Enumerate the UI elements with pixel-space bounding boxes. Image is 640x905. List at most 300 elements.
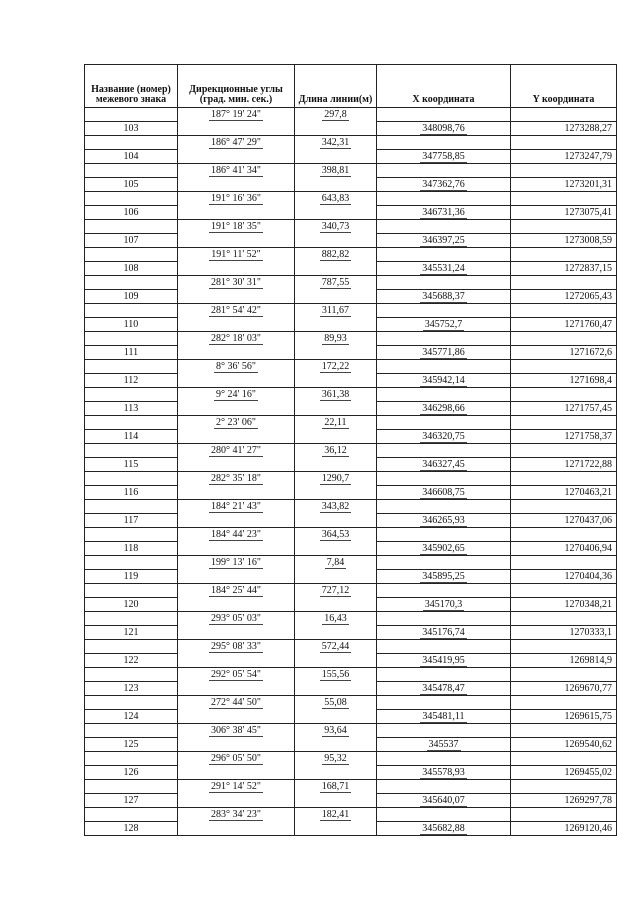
segment-name-cell xyxy=(85,528,178,542)
x-value: 347758,85 xyxy=(422,150,465,162)
length-value: 55,08 xyxy=(324,696,347,708)
point-x xyxy=(377,458,511,472)
point-length-cell xyxy=(295,122,377,136)
point-angle-cell xyxy=(178,150,295,164)
angle-value: 281° 54' 42" xyxy=(211,304,261,316)
point-name: 126 xyxy=(85,766,178,780)
point-x xyxy=(377,626,511,640)
point-x xyxy=(377,374,511,388)
segment-angle xyxy=(178,388,295,402)
point-row xyxy=(85,570,617,584)
point-x xyxy=(377,206,511,220)
segment-angle xyxy=(178,556,295,570)
segment-y-cell xyxy=(511,276,617,290)
point-name: 127 xyxy=(85,794,178,808)
segment-row xyxy=(85,332,617,346)
point-length-cell xyxy=(295,654,377,668)
point-row xyxy=(85,346,617,360)
angle-value: 184° 25' 44" xyxy=(211,584,261,596)
segment-angle xyxy=(178,808,295,822)
point-row xyxy=(85,234,617,248)
point-angle-cell xyxy=(178,178,295,192)
point-length-cell xyxy=(295,374,377,388)
point-y: 1273288,27 xyxy=(511,122,617,136)
point-angle-cell xyxy=(178,570,295,584)
table-header xyxy=(85,65,617,108)
segment-length xyxy=(295,584,377,598)
segment-y-cell xyxy=(511,360,617,374)
length-value: 22,11 xyxy=(324,416,347,428)
segment-x-cell xyxy=(377,640,511,654)
point-x xyxy=(377,542,511,556)
x-value: 345531,24 xyxy=(422,262,465,274)
point-y: 1270406,94 xyxy=(511,542,617,556)
header-length: Длина линии(м) xyxy=(295,65,377,108)
point-y: 1269540,62 xyxy=(511,738,617,752)
x-value: 345478,47 xyxy=(422,682,465,694)
segment-x-cell xyxy=(377,472,511,486)
length-value: 155,56 xyxy=(321,668,350,680)
angle-value: 8° 36' 56" xyxy=(216,360,256,372)
point-name: 109 xyxy=(85,290,178,304)
segment-y-cell xyxy=(511,528,617,542)
segment-y-cell xyxy=(511,108,617,122)
point-length-cell xyxy=(295,318,377,332)
segment-name-cell xyxy=(85,388,178,402)
point-name: 119 xyxy=(85,570,178,584)
length-value: 93,64 xyxy=(324,724,347,736)
segment-y-cell xyxy=(511,696,617,710)
length-value: 1290,7 xyxy=(321,472,350,484)
x-value: 346397,25 xyxy=(422,234,465,246)
point-name: 114 xyxy=(85,430,178,444)
point-x xyxy=(377,682,511,696)
point-y: 1271758,37 xyxy=(511,430,617,444)
point-row xyxy=(85,262,617,276)
point-x xyxy=(377,234,511,248)
segment-row xyxy=(85,584,617,598)
segment-y-cell xyxy=(511,472,617,486)
angle-value: 293° 05' 03" xyxy=(211,612,261,624)
point-row xyxy=(85,710,617,724)
segment-angle xyxy=(178,220,295,234)
point-row xyxy=(85,822,617,836)
point-row xyxy=(85,514,617,528)
segment-length xyxy=(295,248,377,262)
segment-x-cell xyxy=(377,668,511,682)
point-length-cell xyxy=(295,290,377,304)
segment-length xyxy=(295,108,377,122)
point-angle-cell xyxy=(178,290,295,304)
point-x xyxy=(377,822,511,836)
segment-x-cell xyxy=(377,416,511,430)
x-value: 346731,36 xyxy=(422,206,465,218)
length-value: 882,82 xyxy=(321,248,350,260)
header-y: Y координата xyxy=(511,65,617,108)
length-value: 36,12 xyxy=(324,444,347,456)
segment-y-cell xyxy=(511,640,617,654)
segment-row xyxy=(85,472,617,486)
segment-x-cell xyxy=(377,556,511,570)
point-row xyxy=(85,402,617,416)
point-angle-cell xyxy=(178,346,295,360)
point-angle-cell xyxy=(178,654,295,668)
point-name: 107 xyxy=(85,234,178,248)
point-y: 1270437,06 xyxy=(511,514,617,528)
angle-value: 283° 34' 23" xyxy=(211,808,261,820)
point-row xyxy=(85,542,617,556)
point-length-cell xyxy=(295,486,377,500)
point-length-cell xyxy=(295,710,377,724)
point-length-cell xyxy=(295,766,377,780)
segment-angle xyxy=(178,360,295,374)
segment-angle xyxy=(178,584,295,598)
length-value: 340,73 xyxy=(321,220,350,232)
segment-angle xyxy=(178,668,295,682)
length-value: 572,44 xyxy=(321,640,350,652)
segment-angle xyxy=(178,444,295,458)
point-name: 117 xyxy=(85,514,178,528)
point-y: 1273201,31 xyxy=(511,178,617,192)
x-value: 345419,95 xyxy=(422,654,465,666)
segment-y-cell xyxy=(511,584,617,598)
segment-row xyxy=(85,640,617,654)
x-value: 345170,3 xyxy=(424,598,463,610)
point-name: 103 xyxy=(85,122,178,136)
point-name: 123 xyxy=(85,682,178,696)
segment-length xyxy=(295,500,377,514)
point-row xyxy=(85,122,617,136)
angle-value: 186° 47' 29" xyxy=(211,136,261,148)
point-y: 1271722,88 xyxy=(511,458,617,472)
point-x xyxy=(377,570,511,584)
segment-row xyxy=(85,192,617,206)
point-angle-cell xyxy=(178,122,295,136)
segment-row xyxy=(85,304,617,318)
point-y: 1273247,79 xyxy=(511,150,617,164)
segment-x-cell xyxy=(377,108,511,122)
segment-angle xyxy=(178,136,295,150)
point-length-cell xyxy=(295,178,377,192)
point-x xyxy=(377,402,511,416)
length-value: 311,67 xyxy=(321,304,350,316)
segment-angle xyxy=(178,752,295,766)
point-length-cell xyxy=(295,262,377,276)
segment-y-cell xyxy=(511,136,617,150)
segment-x-cell xyxy=(377,696,511,710)
length-value: 643,83 xyxy=(321,192,350,204)
segment-row xyxy=(85,388,617,402)
segment-name-cell xyxy=(85,248,178,262)
point-angle-cell xyxy=(178,374,295,388)
segment-length xyxy=(295,444,377,458)
segment-length xyxy=(295,276,377,290)
point-y: 1270463,21 xyxy=(511,486,617,500)
point-name: 124 xyxy=(85,710,178,724)
point-length-cell xyxy=(295,346,377,360)
angle-value: 9° 24' 16" xyxy=(216,388,256,400)
segment-x-cell xyxy=(377,360,511,374)
segment-y-cell xyxy=(511,556,617,570)
point-y: 1271698,4 xyxy=(511,374,617,388)
segment-angle xyxy=(178,640,295,654)
x-value: 345537 xyxy=(428,738,459,750)
point-y: 1272837,15 xyxy=(511,262,617,276)
length-value: 342,31 xyxy=(321,136,350,148)
point-y: 1270404,36 xyxy=(511,570,617,584)
point-row xyxy=(85,206,617,220)
segment-length xyxy=(295,388,377,402)
segment-angle xyxy=(178,612,295,626)
point-x xyxy=(377,710,511,724)
point-name: 112 xyxy=(85,374,178,388)
point-y: 1273008,59 xyxy=(511,234,617,248)
segment-angle xyxy=(178,248,295,262)
segment-x-cell xyxy=(377,724,511,738)
segment-name-cell xyxy=(85,724,178,738)
segment-name-cell xyxy=(85,472,178,486)
x-value: 345176,74 xyxy=(422,626,465,638)
x-value: 345688,37 xyxy=(422,290,465,302)
segment-y-cell xyxy=(511,220,617,234)
angle-value: 191° 11' 52" xyxy=(211,248,261,260)
segment-angle xyxy=(178,696,295,710)
angle-value: 186° 41' 34" xyxy=(211,164,261,176)
segment-angle xyxy=(178,528,295,542)
segment-name-cell xyxy=(85,668,178,682)
angle-value: 184° 21' 43" xyxy=(211,500,261,512)
segment-x-cell xyxy=(377,304,511,318)
point-length-cell xyxy=(295,402,377,416)
segment-row xyxy=(85,108,617,122)
x-value: 346327,45 xyxy=(422,458,465,470)
segment-name-cell xyxy=(85,640,178,654)
x-value: 346608,75 xyxy=(422,486,465,498)
point-name: 110 xyxy=(85,318,178,332)
point-name: 111 xyxy=(85,346,178,360)
point-y: 1272065,43 xyxy=(511,290,617,304)
segment-y-cell xyxy=(511,500,617,514)
segment-x-cell xyxy=(377,220,511,234)
point-length-cell xyxy=(295,794,377,808)
segment-row xyxy=(85,668,617,682)
segment-row xyxy=(85,220,617,234)
segment-name-cell xyxy=(85,696,178,710)
point-row xyxy=(85,290,617,304)
segment-x-cell xyxy=(377,276,511,290)
point-angle-cell xyxy=(178,402,295,416)
segment-name-cell xyxy=(85,416,178,430)
point-length-cell xyxy=(295,682,377,696)
segment-angle xyxy=(178,500,295,514)
point-length-cell xyxy=(295,598,377,612)
segment-angle xyxy=(178,724,295,738)
point-y: 1269615,75 xyxy=(511,710,617,724)
point-length-cell xyxy=(295,514,377,528)
segment-y-cell xyxy=(511,248,617,262)
point-angle-cell xyxy=(178,710,295,724)
point-length-cell xyxy=(295,626,377,640)
segment-length xyxy=(295,696,377,710)
angle-value: 191° 16' 36" xyxy=(211,192,261,204)
segment-row xyxy=(85,164,617,178)
point-x xyxy=(377,150,511,164)
angle-value: 295° 08' 33" xyxy=(211,640,261,652)
segment-x-cell xyxy=(377,780,511,794)
segment-x-cell xyxy=(377,248,511,262)
segment-row xyxy=(85,808,617,822)
angle-value: 272° 44' 50" xyxy=(211,696,261,708)
point-row xyxy=(85,178,617,192)
point-y: 1270333,1 xyxy=(511,626,617,640)
point-name: 115 xyxy=(85,458,178,472)
angle-value: 282° 35' 18" xyxy=(211,472,261,484)
segment-length xyxy=(295,416,377,430)
segment-angle xyxy=(178,164,295,178)
point-x xyxy=(377,654,511,668)
point-angle-cell xyxy=(178,626,295,640)
point-y: 1271672,6 xyxy=(511,346,617,360)
segment-name-cell xyxy=(85,612,178,626)
point-angle-cell xyxy=(178,234,295,248)
length-value: 787,55 xyxy=(321,276,350,288)
segment-angle xyxy=(178,108,295,122)
segment-length xyxy=(295,136,377,150)
header-name: Название (номер) межевого знака xyxy=(85,65,178,108)
angle-value: 280° 41' 27" xyxy=(211,444,261,456)
segment-row xyxy=(85,724,617,738)
segment-angle xyxy=(178,304,295,318)
segment-row xyxy=(85,556,617,570)
segment-row xyxy=(85,780,617,794)
segment-y-cell xyxy=(511,416,617,430)
point-row xyxy=(85,654,617,668)
x-value: 347362,76 xyxy=(422,178,465,190)
x-value: 345481,11 xyxy=(422,710,465,722)
segment-y-cell xyxy=(511,780,617,794)
segment-length xyxy=(295,360,377,374)
angle-value: 199° 13' 16" xyxy=(211,556,261,568)
point-x xyxy=(377,598,511,612)
point-length-cell xyxy=(295,738,377,752)
segment-name-cell xyxy=(85,164,178,178)
segment-name-cell xyxy=(85,304,178,318)
length-value: 89,93 xyxy=(324,332,347,344)
segment-length xyxy=(295,556,377,570)
point-row xyxy=(85,318,617,332)
point-x xyxy=(377,318,511,332)
point-length-cell xyxy=(295,458,377,472)
x-value: 348098,76 xyxy=(422,122,465,134)
segment-length xyxy=(295,640,377,654)
point-x xyxy=(377,346,511,360)
segment-x-cell xyxy=(377,136,511,150)
x-value: 346320,75 xyxy=(422,430,465,442)
segment-length xyxy=(295,192,377,206)
angle-value: 187° 19' 24" xyxy=(211,108,261,120)
segment-y-cell xyxy=(511,444,617,458)
segment-name-cell xyxy=(85,584,178,598)
segment-row xyxy=(85,276,617,290)
segment-length xyxy=(295,808,377,822)
point-x xyxy=(377,766,511,780)
segment-row xyxy=(85,248,617,262)
segment-y-cell xyxy=(511,724,617,738)
length-value: 172,22 xyxy=(321,360,350,372)
angle-value: 184° 44' 23" xyxy=(211,528,261,540)
length-value: 182,41 xyxy=(321,808,350,820)
segment-x-cell xyxy=(377,500,511,514)
x-value: 345942,14 xyxy=(422,374,465,386)
segment-x-cell xyxy=(377,444,511,458)
segment-x-cell xyxy=(377,752,511,766)
segment-row xyxy=(85,612,617,626)
segment-name-cell xyxy=(85,136,178,150)
segment-name-cell xyxy=(85,780,178,794)
segment-name-cell xyxy=(85,444,178,458)
point-row xyxy=(85,486,617,500)
segment-y-cell xyxy=(511,192,617,206)
point-x xyxy=(377,794,511,808)
point-y: 1269670,77 xyxy=(511,682,617,696)
segment-x-cell xyxy=(377,584,511,598)
segment-angle xyxy=(178,192,295,206)
segment-name-cell xyxy=(85,556,178,570)
segment-name-cell xyxy=(85,192,178,206)
point-angle-cell xyxy=(178,766,295,780)
x-value: 346265,93 xyxy=(422,514,465,526)
segment-row xyxy=(85,696,617,710)
segment-row xyxy=(85,444,617,458)
point-x xyxy=(377,290,511,304)
length-value: 95,32 xyxy=(324,752,347,764)
point-angle-cell xyxy=(178,486,295,500)
segment-x-cell xyxy=(377,192,511,206)
point-y: 1271760,47 xyxy=(511,318,617,332)
segment-angle xyxy=(178,276,295,290)
point-y: 1269814,9 xyxy=(511,654,617,668)
length-value: 727,12 xyxy=(321,584,350,596)
segment-name-cell xyxy=(85,500,178,514)
angle-value: 281° 30' 31" xyxy=(211,276,261,288)
segment-length xyxy=(295,668,377,682)
angle-value: 2° 23' 06" xyxy=(216,416,256,428)
segment-name-cell xyxy=(85,332,178,346)
length-value: 16,43 xyxy=(324,612,347,624)
point-x xyxy=(377,430,511,444)
point-y: 1270348,21 xyxy=(511,598,617,612)
point-angle-cell xyxy=(178,682,295,696)
length-value: 7,84 xyxy=(326,556,345,568)
segment-x-cell xyxy=(377,528,511,542)
point-name: 113 xyxy=(85,402,178,416)
point-name: 128 xyxy=(85,822,178,836)
point-length-cell xyxy=(295,206,377,220)
length-value: 361,38 xyxy=(321,388,350,400)
segment-y-cell xyxy=(511,752,617,766)
length-value: 398,81 xyxy=(321,164,350,176)
point-y: 1269297,78 xyxy=(511,794,617,808)
angle-value: 191° 18' 35" xyxy=(211,220,261,232)
segment-row xyxy=(85,136,617,150)
point-name: 116 xyxy=(85,486,178,500)
segment-row xyxy=(85,500,617,514)
point-row xyxy=(85,150,617,164)
segment-x-cell xyxy=(377,164,511,178)
x-value: 345682,88 xyxy=(422,822,465,834)
point-name: 105 xyxy=(85,178,178,192)
point-name: 120 xyxy=(85,598,178,612)
